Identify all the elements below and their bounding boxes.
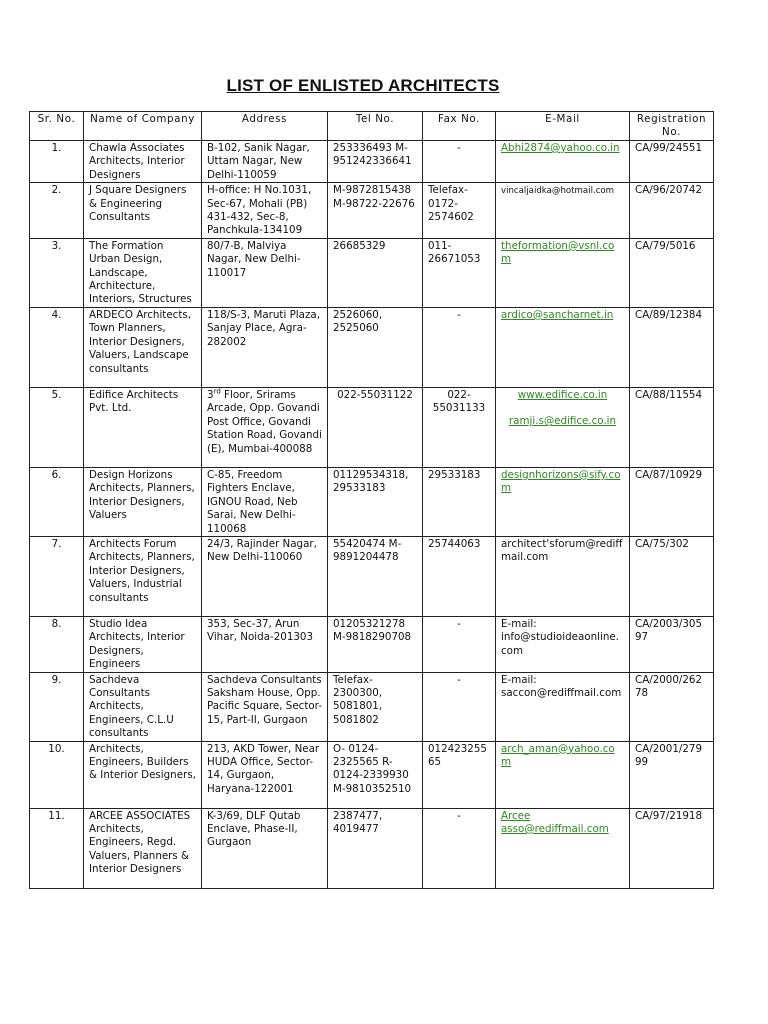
header-reg: Registration No. [630, 112, 714, 141]
tel-cell: 022-55031122 [328, 387, 423, 467]
table-row [30, 741, 714, 808]
sr-cell: 6. [30, 467, 84, 536]
fax-cell: 022-55031133 [423, 387, 496, 467]
email-link[interactable]: ardico@sancharnet.in [501, 308, 614, 321]
registration-cell: CA/2001/27999 [630, 741, 714, 808]
email-text: architect'sforum@rediffmail.com [501, 537, 623, 564]
email-link[interactable]: theformation@vsnl.com [501, 239, 615, 266]
email-cell [496, 387, 630, 467]
header-email: E-Mail [496, 112, 630, 141]
architects-table [29, 111, 714, 889]
tel-cell: O- 0124-2325565 R-0124-2339930 M-9810352510 [328, 741, 423, 808]
fax-cell: 011-26671053 [423, 238, 496, 307]
email-cell [496, 616, 630, 672]
fax-cell: - [423, 672, 496, 741]
registration-cell: CA/2003/30597 [630, 616, 714, 672]
sr-cell: 1. [30, 141, 84, 183]
address-cell [202, 387, 328, 467]
header-fax: Fax No. [423, 112, 496, 141]
table-row [30, 808, 714, 888]
tel-cell: Telefax-2300300, 5081801, 5081802 [328, 672, 423, 741]
email-link[interactable]: arch_aman@yahoo.com [501, 742, 615, 768]
registration-cell: CA/96/20742 [630, 183, 714, 239]
header-row [30, 112, 714, 141]
tel-cell: 253336493 M-951242336641 [328, 141, 423, 183]
company-cell: J Square Designers & Engineering Consultants [84, 183, 202, 239]
email-cell [496, 238, 630, 307]
header-name: Name of Company [84, 112, 202, 141]
sr-cell: 2. [30, 183, 84, 239]
email-text: vincaljaidka@hotmail.com [501, 186, 615, 197]
registration-cell: CA/89/12384 [630, 307, 714, 387]
registration-cell: CA/2000/26278 [630, 672, 714, 741]
tel-cell: 01129534318, 29533183 [328, 467, 423, 536]
address-cell: B-102, Sanik Nagar, Uttam Nagar, New Delhi-110059 [202, 141, 328, 183]
table-row [30, 307, 714, 387]
table-row [30, 183, 714, 239]
address-cell: C-85, Freedom Fighters Enclave, IGNOU Road, Neb Sarai, New Delhi-110068 [202, 467, 328, 536]
address-cell: K-3/69, DLF Qutab Enclave, Phase-II, Gurgaon [202, 808, 328, 888]
sr-cell: 4. [30, 307, 84, 387]
company-cell: Sachdeva Consultants Architects, Engineers, C.L.U consultants [84, 672, 202, 741]
email-text: E-mail: saccon@rediffmail.com [501, 673, 622, 699]
email-link[interactable]: Abhi2874@yahoo.co.in [501, 142, 620, 154]
sr-cell: 9. [30, 672, 84, 741]
address-cell: 80/7-B, Malviya Nagar, New Delhi-110017 [202, 238, 328, 307]
email-link[interactable]: ramji.s@edifice.co.in [508, 415, 617, 428]
company-cell: ARCEE ASSOCIATES Architects, Engineers, Regd. Valuers, Planners & Interior Designers [84, 808, 202, 888]
tel-cell: 01205321278 M-9818290708 [328, 616, 423, 672]
sr-cell: 11. [30, 808, 84, 888]
fax-cell: - [423, 307, 496, 387]
company-cell: Architects, Engineers, Builders & Interior Designers, [84, 741, 202, 808]
table-row [30, 141, 714, 183]
fax-cell: Telefax-0172-2574602 [423, 183, 496, 239]
company-cell: Design Horizons Architects, Planners, Interior Designers, Valuers [84, 467, 202, 536]
floor-number: 3 [207, 388, 214, 401]
email-link[interactable]: designhorizons@sify.com [501, 468, 621, 495]
fax-cell: - [423, 808, 496, 888]
company-cell: The Formation Urban Design, Landscape, Architecture, Interiors, Structures [84, 238, 202, 307]
floor-suffix: rd [213, 387, 221, 396]
email-text: E-mail: info@studioideaonline.com [501, 617, 619, 657]
sr-cell: 5. [30, 387, 84, 467]
email-cell [496, 536, 630, 616]
registration-cell: CA/75/302 [630, 536, 714, 616]
sr-cell: 3. [30, 238, 84, 307]
fax-cell: - [423, 616, 496, 672]
registration-cell: CA/87/10929 [630, 467, 714, 536]
company-cell: Architects Forum Architects, Planners, Interior Designers, Valuers, Industrial consultants [84, 536, 202, 616]
header-sr: Sr. No. [30, 112, 84, 141]
email-cell [496, 307, 630, 387]
company-cell: ARDECO Architects, Town Planners, Interior Designers, Valuers, Landscape consultants [84, 307, 202, 387]
address-cell: Sachdeva Consultants Saksham House, Opp. Pacific Square, Sector-15, Part-II, Gurgaon [202, 672, 328, 741]
company-cell: Edifice Architects Pvt. Ltd. [84, 387, 202, 467]
email-cell [496, 808, 630, 888]
table-row [30, 672, 714, 741]
email-cell [496, 467, 630, 536]
tel-cell: 2387477, 4019477 [328, 808, 423, 888]
table-row [30, 616, 714, 672]
email-link[interactable]: Arcee asso@rediffmail.com [501, 809, 609, 835]
tel-cell: 2526060, 2525060 [328, 307, 423, 387]
email-cell [496, 141, 630, 183]
fax-cell: 25744063 [423, 536, 496, 616]
fax-cell: 012423255 65 [423, 741, 496, 808]
address-cell: H-office: H No.1031, Sec-67, Mohali (PB) 431-432, Sec-8, Panchkula-134109 [202, 183, 328, 239]
fax-cell: - [423, 141, 496, 183]
company-cell: Studio Idea Architects, Interior Designers, Engineers [84, 616, 202, 672]
registration-cell: CA/99/24551 [630, 141, 714, 183]
website-link[interactable]: www.edifice.co.in [517, 388, 608, 401]
registration-cell: CA/88/11554 [630, 387, 714, 467]
tel-cell: M-9872815438 M-98722-22676 [328, 183, 423, 239]
email-cell [496, 741, 630, 808]
company-cell: Chawla Associates Architects, Interior Designers [84, 141, 202, 183]
address-text: Floor, Srirams Arcade, Opp. Govandi Post Office, Govandi Station Road, Govandi (E), Mumbai-400088 [207, 388, 322, 455]
page-title: LIST OF ENLISTED ARCHITECTS [226, 76, 500, 95]
header-address: Address [202, 112, 328, 141]
email-cell [496, 183, 630, 239]
email-cell [496, 672, 630, 741]
registration-cell: CA/97/21918 [630, 808, 714, 888]
registration-cell: CA/79/5016 [630, 238, 714, 307]
tel-cell: 55420474 M-9891204478 [328, 536, 423, 616]
address-cell: 213, AKD Tower, Near HUDA Office, Sector-14, Gurgaon, Haryana-122001 [202, 741, 328, 808]
table-row [30, 467, 714, 536]
address-cell: 24/3, Rajinder Nagar, New Delhi-110060 [202, 536, 328, 616]
sr-cell: 10. [30, 741, 84, 808]
address-cell: 353, Sec-37, Arun Vihar, Noida-201303 [202, 616, 328, 672]
table-row [30, 387, 714, 467]
table-row [30, 536, 714, 616]
header-tel: Tel No. [328, 112, 423, 141]
table-row [30, 238, 714, 307]
tel-cell: 26685329 [328, 238, 423, 307]
fax-cell: 29533183 [423, 467, 496, 536]
address-cell: 118/S-3, Maruti Plaza, Sanjay Place, Agra-282002 [202, 307, 328, 387]
sr-cell: 8. [30, 616, 84, 672]
sr-cell: 7. [30, 536, 84, 616]
